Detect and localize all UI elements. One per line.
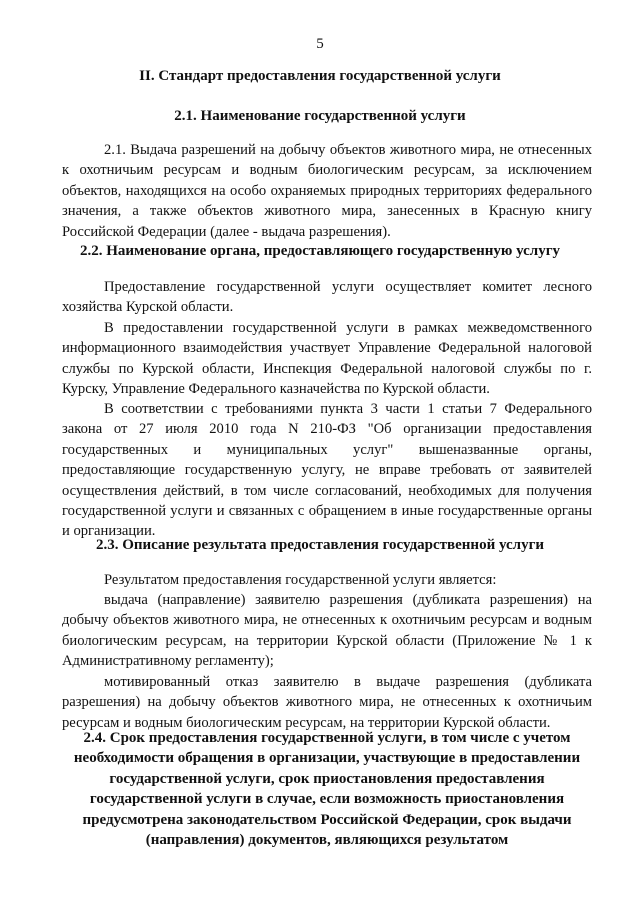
heading-2-2: 2.2. Наименование органа, предоставляющего государственную услугу [79,243,561,259]
paragraph-2-3-refusal: мотивированный отказ заявителю в выдаче разрешения (дубликата разрешения) на добычу объектов животного мира, не отнесенных к охотничьим ресурсам и водным биологическим ресурсам, на территории Курской области. [62,674,592,731]
paragraph-2-3-result: Результатом предоставления государственной услуги является: [104,572,497,588]
heading-2-4: 2.4. Срок предоставления государственной услуги, в том числе с учетом необходимости обращения в организации, участвующие в предоставлении государственной услуги, срок приостановления предоставления государственной услуги в случае, если возможность приостановления предусмотрена законодательством Российской Федерации, срок выдачи (направления) документов, являющихся результатом [73,730,581,849]
paragraph-2-2-organ: Предоставление государственной услуги осуществляет комитет лесного хозяйства Курской области. [62,279,592,316]
paragraph-2-2-requirements: В соответствии с требованиями пункта 3 части 1 статьи 7 Федерального закона от 27 июля 2010 года N 210-ФЗ "Об организации предоставления государственных и муниципальных услуг" вышеназванные органы, предоставляющие государственную услугу, не вправе требовать от заявителей осуществления действий, в том числе согласований, необходимых для получения государственной услуги и связанных с обращением в иные государственные органы и организации. [62,401,592,540]
heading-2-1: 2.1. Наименование государственной услуги [174,108,466,124]
page-number: 5 [316,36,324,52]
section-title: II. Стандарт предоставления государственной услуги [139,68,501,84]
paragraph-2-2-interaction: В предоставлении государственной услуги в рамках межведомственного информационного взаимодействия участвует Управление Федеральной налоговой службы по Курской области, Инспекция Федеральной налоговой службы по г. Курску, Управление Федерального казначейства по Курской области. [62,320,592,398]
paragraph-2-3-issue: выдача (направление) заявителю разрешения (дубликата разрешения) на добычу объектов животного мира, не отнесенных к охотничьим ресурсам и водным биологическим ресурсам, на территории Курской области (Приложение № 1 к Административному регламенту); [62,592,592,670]
paragraph-2-1: 2.1. Выдача разрешений на добычу объектов животного мира, не отнесенных к охотничьим ресурсам и водным биологическим ресурсам, за исключением объектов, находящихся на особо охраняемых природных территориях федерального значения, а также объектов животного мира, занесенных в Красную книгу Российской Федерации (далее - выдача разрешения). [62,142,592,240]
heading-2-3: 2.3. Описание результата предоставления государственной услуги [95,537,545,553]
